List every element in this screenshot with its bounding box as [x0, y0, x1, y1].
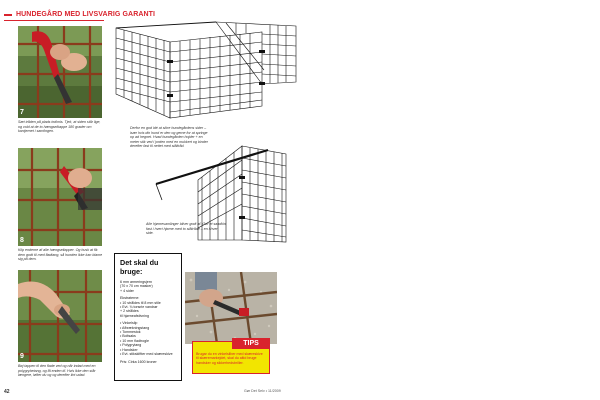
materials-line: til hjørneafstivning — [120, 313, 149, 318]
materials-line: 6 mm armeringsjern — [120, 280, 152, 284]
materials-list — [120, 280, 176, 364]
enclosure-caption: Derfor en god idé at sikre hundegårdens sider – især hvis din hund er den og gerne for at springe op ad hegnet. Hvad hundegården hojder + en meter stik ved i jorden med en mukkert og binder derefter fast til nettet med ståltråd. — [130, 126, 208, 149]
section-title: HUNDEGÅRD MED LIVSVARIG GARANTI — [16, 11, 156, 18]
step-caption-9: Bøj tappen til den flade ved og når indad med en polygrybetang, og få enden til. Hvis ikke den står længere, løfter du og og derefter lint udad. — [18, 364, 96, 378]
step-number-7: 7 — [20, 109, 24, 116]
materials-line: Ekstraterne: — [120, 296, 140, 301]
tools-line: • 10 mm fladtrogle — [120, 338, 150, 343]
step-photo-7 — [18, 26, 102, 118]
enclosure-drawing — [112, 20, 302, 130]
page-number: 42 — [4, 389, 10, 395]
header-dash — [4, 14, 12, 16]
tools-line: • Boltsaks — [120, 334, 136, 339]
tips-photo — [185, 272, 277, 344]
step-number-9: 9 — [20, 353, 24, 360]
step-photo-9 — [18, 270, 102, 362]
materials-line: • Evt. ¾ tonsrie vandrør — [120, 305, 158, 310]
materials-box — [114, 253, 182, 381]
step-number-8: 8 — [20, 237, 24, 244]
tools-line: • Vinkelslip — [120, 321, 138, 326]
tools-line: • Evt. stikskiftter med skæreskive — [120, 352, 173, 357]
materials-line: (70 x 70 cm masker) — [120, 284, 153, 289]
tools-line: • Afbrækningstang — [120, 325, 150, 330]
materials-line: + 2 stråldes — [120, 309, 139, 314]
tips-text: Brugar du en vinkelsliber med skæreskive til skæremarkejdet, skal du altid bruge handsker og sikkerhedsbriller. — [196, 352, 263, 365]
materials-line: + 4 sider — [120, 288, 134, 293]
corner-brace-caption: Alle hjørnesamlinger bliver godt af. Gør et sandkin fast i hvert hjørne med to ståtråde – en i hver side. — [146, 222, 226, 236]
step-photo-8 — [18, 148, 102, 246]
tips-label: TIPS — [232, 338, 270, 349]
tools-line: • Handsker — [120, 347, 138, 352]
step-caption-7: Sæt tråden på plads indimis. Tjek, at siden står lige, og vold at de to hængselkappe 180 grader om kantjernet i samlingen. — [18, 120, 101, 134]
price-line: Pris: Cirka 1600 kroner — [120, 359, 157, 364]
magazine-footer: Gør Det Selv • 11/2009 — [244, 389, 281, 393]
tools-line: • Polygrytang — [120, 343, 142, 348]
section-header — [4, 10, 155, 19]
materials-title: Det skal du bruge: — [120, 258, 159, 276]
tools-line: • Tommestok — [120, 330, 141, 335]
materials-line: • 10 stråldes til 8 mm stile — [120, 300, 161, 305]
step-caption-8: Klip enderne af alle hængseltapper. Og husk at fik dem godt til med fladtang, så hunden ikke kan blame sig på dem. — [18, 248, 103, 262]
header-rule — [4, 20, 104, 21]
